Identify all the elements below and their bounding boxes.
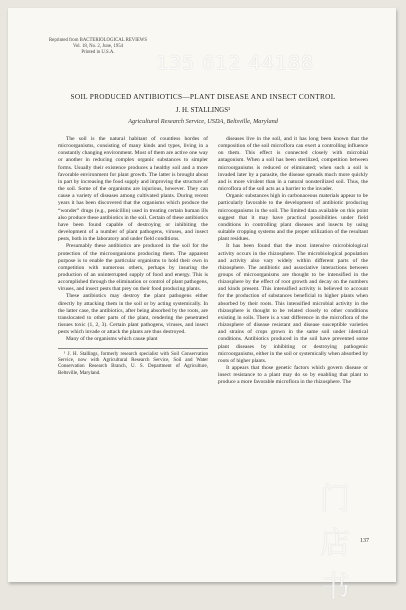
paragraph: Presumably these antibiotics are produced in the soil for the protection of the microorganisms producing them. The apparent purpose is to enable the particular organisms to hold their own in competition with numerous others, perhaps by insuring the production of an uninterrupted supply of food and energy. This is accomplished through the elimination or control of plant pathogens, viruses, and insect pests that prey on their food producing plants.	[58, 243, 208, 293]
watermark-stamp: 门店书	[320, 482, 350, 605]
reprint-notice	[38, 38, 158, 57]
paragraph: It has been found that the most intensive microbiological activity occurs in the rhizosphere. The microbiological population and activity also vary widely within different parts of the rhizosphere. The antibiotic and associative interactions between groups of microorganisms are thought to be intensified in the rhizosphere by the effect of root growth and decay on the numbers and kinds present. This intensified activity is believed to account for the production of substances beneficial to higher plants when absorbed by their roots. This intensified microbial activity in the rhizosphere is thought to be related closely to other conditions existing in soils. There is a vast difference in the microflora of the rhizosphere of disease resistant and disease susceptible varieties and strains of crops grown in the same soil under identical conditions. Antibiotics produced in the soil have prevented some plant diseases by inhibiting or destroying pathogenic microorganisms, either in the soil or systemically when absorbed by roots of higher plants.	[218, 243, 368, 364]
paragraph: Organic substances high in carbonaceous materials appear to be particularly favorable to the development of antibiotic producing microorganisms in the soil. The limited data available on this point suggest that it may have practical possibilities under field conditions in controlling plant diseases and insects by using suitable cropping systems and the proper utilization of the resultant plant residues.	[218, 193, 368, 243]
paragraph: It appears that those genetic factors which govern disease or insect resistance to a plant may do so by enabling that plant to produce a more favorable microflora in the rhizosphere. The	[218, 365, 368, 386]
footnote-text: ¹ J. H. Stallings, formerly research specialist with Soil Conservation Service, now with Agricultural Research Service, Soil and Water Conservation Research Branch, U. S. Department of Agriculture, Beltsville, Maryland.	[58, 351, 208, 376]
author-name: J. H. STALLINGS¹	[175, 106, 231, 114]
left-column	[58, 136, 208, 377]
watermark: 135 612 44188	[156, 52, 315, 74]
author-affiliation: Agricultural Research Service, USDA, Beltsville, Maryland	[128, 118, 278, 125]
paragraph: The soil is the natural habitant of countless hordes of microorganisms, consisting of many kinds and types, living in a constantly changing environment. Most of them are active one way or another in reducing complex organic substances to simpler forms. Usually their existence produces a healthy soil and a more favorable environment for plant growth. The latter is brought about in part by increasing the food supply and improving the structure of the soil. Some of the organisms are injurious, however. They can cause a variety of diseases among cultivated plants. During recent years it has been discovered that the organisms which produce the “wonder” drugs (e.g., penicillin) used in treating certain human ills also produce these antibiotics in the soil. Certain of these antibiotics have been found capable of destroying or inhibiting the development of a number of plant pathogens, viruses, and insect pests, both in the laboratory and under field conditions.	[58, 136, 208, 243]
paragraph: Many of the organisms which cause plant	[66, 336, 158, 343]
paragraph: diseases live in the soil, and it has long been known that the composition of the soil microflora can exert a controlling influence on them. This effect is connected closely with microbial antagonism. When a soil has been sterilized, competition between microorganisms is reduced or eliminated; when such a soil is invaded later by a parasite, the disease spreads much more quickly and is more virulent than in a natural nonsterilized soil. Thus, the microflora of the soil acts as a barrier to the invader.	[218, 136, 368, 193]
footnote	[58, 348, 208, 378]
right-column	[218, 136, 368, 386]
paper-page	[8, 8, 396, 605]
page-number: 137	[360, 538, 369, 544]
paragraph: These antibiotics may destroy the plant pathogens either directly by attacking them in the soil or by acting systemically. In the latter case, the antibiotics, after being absorbed by the roots, are translocated to other parts of the plant, rendering the penetrated tissues toxic (1, 2, 3). Certain plant pathogens, viruses, and insect pests which invade or attack the plants are thus destroyed.	[58, 293, 208, 336]
reprint-line: Reprinted from BACTERIOLOGICAL REVIEWS	[48, 38, 147, 43]
reprint-line: Vol. 18, No. 2, June, 1954	[72, 44, 123, 50]
paper-title: SOIL PRODUCED ANTIBIOTICS—PLANT DISEASE AND INSECT CONTROL	[70, 92, 336, 101]
reprint-line: Printed in U.S.A.	[81, 50, 115, 56]
